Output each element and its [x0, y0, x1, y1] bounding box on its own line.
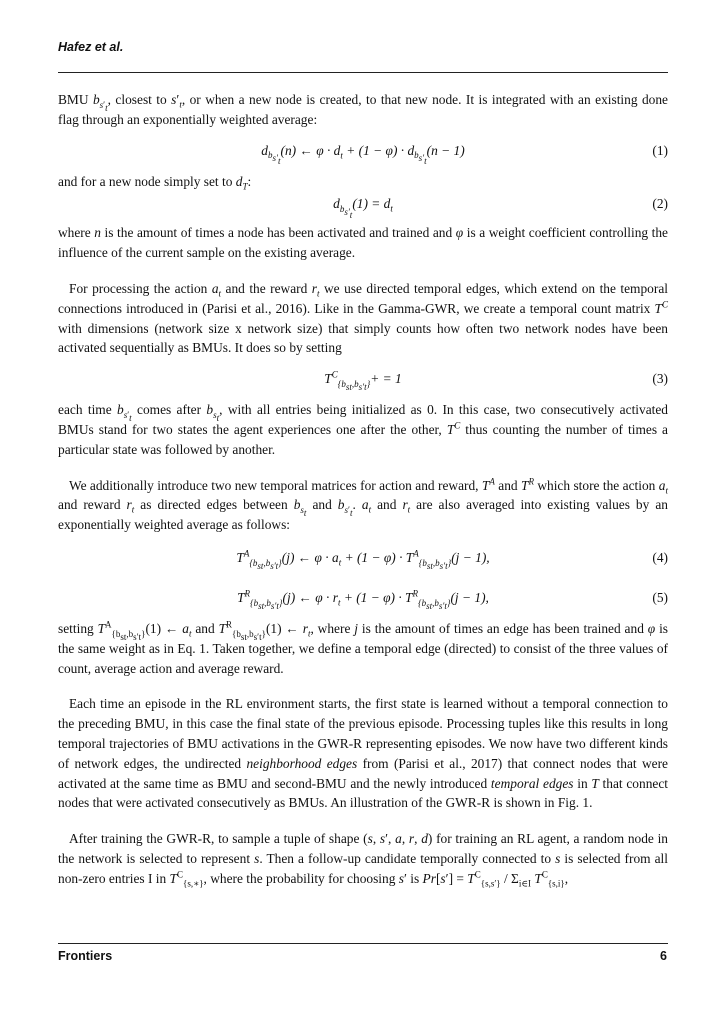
equation-5-number: (5) [652, 589, 668, 605]
equation-5: $T^R_{\{b_{st},b_{s't}\}}(j)$ ← $\varphi \cdot r_t + (1 - \varphi) \cdot T^R_{\{b_{st},b_{s't}\}}(j - 1)$, (5) [58, 585, 668, 611]
paragraph-1: BMU $b_{s'_t}$, closest to $s'_t$, or when a new node is created, to that new node. It is integrated with an existing done flag through an exponentially weighted average: [58, 92, 668, 127]
paragraph-2: and for a new node simply set to $d_T$: [58, 173, 252, 192]
paragraph-8: Each time an episode in the RL environment starts, the first state is learned without a temporal connection to the preceding BMU, in this case the final state of the previous episode. Processing tuples like this results in long temporal trajectories of BMU activations in the GWR-R representing episodes. We now have two different kinds of network edges, the undirected neighborhood edges from (Parisi et al., 2017) that connect nodes that were activated at the same time as BMU and second-BMU and the newly introduced temporal edges in T that connect nodes that were activated consecutively as BMUs. An illustration of the GWR-R is shown in Fig. 1. [58, 696, 668, 811]
running-head: Hafez et al. [58, 40, 124, 54]
equation-1: $d_{b_{s'_t}}(n)$ ← $\varphi \cdot d_t + (1 - \varphi) \cdot d_{b_{s'_t}}(n - 1)$ (1) [58, 138, 668, 164]
footer-journal: Frontiers [58, 949, 113, 963]
equation-2: $d_{b_{s'_t}}(1) = d_t$ (2) [58, 191, 668, 217]
paragraph-9: After training the GWR-R, to sample a tuple of shape (s, s′, a, r, d) for training an RL agent, a random node in the network is selected to represent s. Then a follow-up candidate temporally connected to s is selected from all non-zero entries I in $T^C_{\{s,∗\}}$, where the probability for choosing s′ is $Pr[s'] = T^C_{\{s,s'\}} / \Sigma_{i\in I}$ $T^C_{\{s,i\}}$, [58, 831, 669, 889]
equation-3-number: (3) [652, 371, 668, 387]
equation-4-number: (4) [652, 549, 668, 565]
paragraph-5: each time $b_{s'_t}$ comes after $b_{s_t}$, with all entries being initialized as 0. In this case, two consecutively activated BMUs stand for two states the agent experiences one after the other, $T^C$ thus counting the number of times a particular state was followed by another. [58, 402, 669, 457]
footer-rule [58, 943, 668, 944]
header-rule [58, 72, 668, 73]
footer-page-number: 6 [660, 949, 667, 963]
paragraph-3: where n is the amount of times a node has been activated and trained and φ is a weight coefficient controlling the influence of the current sample on the existing average. [58, 225, 669, 261]
equation-2-number: (2) [652, 196, 668, 212]
equation-1-number: (1) [652, 142, 668, 158]
page-body [58, 90, 668, 889]
paragraph-7: setting $T^A_{\{b_{st},b_{s't}\}}(1)$ ← $a_t$ and $T^R_{\{b_{st},b_{s't}\}}(1)$ ← $r_t$, where j is the amount of times an edge has been trained and φ is the same weight as in Eq. 1. Taken together, we define a temporal edge (directed) to consist of the three values of count, average action and average reward. [58, 619, 669, 676]
paragraph-4: For processing the action $a_t$ and the reward $r_t$ we use directed temporal edges, which extend on the temporal connections introduced in (Parisi et al., 2016). Like in the Gamma-GWR, we create a temporal count matrix $T^C$ with dimensions (network size x network size) that simply counts how often two network nodes have been activated sequentially as BMUs. It does so by setting [58, 280, 668, 356]
paragraph-6: We additionally introduce two new temporal matrices for action and reward, $T^A$ and $T^R$ which store the action $a_t$ and reward $r_t$ as directed edges between $b_{s_t}$ and $b_{s'_t}$. $a_t$ and $r_t$ are also averaged into existing values by an exponentially weighted average as follows: [58, 476, 668, 533]
equation-3: $T^C_{\{b_{st},b_{s't}\}}+ = 1$ (3) [58, 366, 668, 392]
equation-4: $T^A_{\{b_{st},b_{s't}\}}(j)$ ← $\varphi \cdot a_t + (1 - \varphi) \cdot T^A_{\{b_{st},b_{s't}\}}(j - 1)$, (4) [58, 545, 668, 571]
